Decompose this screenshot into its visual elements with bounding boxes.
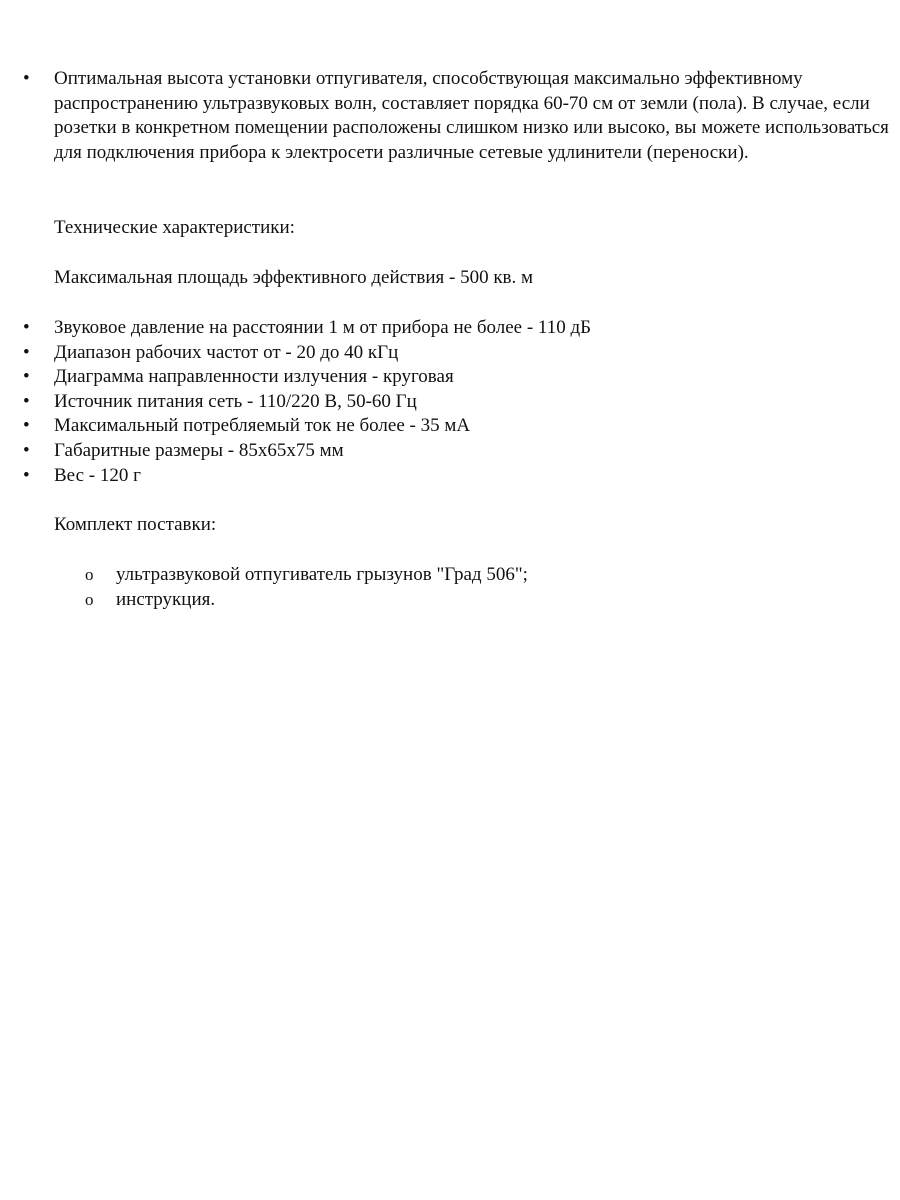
spec-item-sound-pressure	[54, 316, 890, 341]
package-item-repeller	[85, 563, 876, 588]
max-area-line: Максимальная площадь эффективного действия - 500 кв. м	[54, 267, 534, 288]
spec-text: Диапазон рабочих частот от - 20 до 40 кГц	[54, 341, 399, 363]
package-item-text: инструкция.	[116, 588, 216, 610]
spec-text: Максимальный потребляемый ток не более - 35 мА	[54, 415, 471, 437]
spec-text: Вес - 120 г	[54, 464, 141, 486]
spec-item-frequency-range	[54, 341, 890, 366]
spec-text: Диаграмма направленности излучения - круговая	[54, 366, 454, 388]
spec-item-radiation-pattern	[54, 365, 890, 390]
spec-text: Источник питания сеть - 110/220 В, 50-60 Гц	[54, 390, 417, 412]
specs-heading: Технические характеристики:	[54, 217, 295, 238]
package-item-text: ультразвуковой отпугиватель грызунов "Град 506";	[116, 564, 528, 585]
spec-item-dimensions	[54, 439, 890, 464]
spec-item-weight	[54, 464, 890, 489]
spec-item-power-source	[54, 390, 890, 415]
spec-text: Звуковое давление на расстоянии 1 м от прибора не более - 110 дБ	[54, 317, 592, 338]
installation-height-text: Оптимальная высота установки отпугивателя, способствующая максимально эффективному распространению ультразвуковых волн, составляет порядка 60-70 см от земли (пола). В случае, если розетки в конкретном помещении расположены слишком низко или высоко, вы можете использоваться для подключения прибора к электросети различные сетевые удлинители (переноски).	[54, 68, 889, 163]
circle-bullet-icon: o	[85, 565, 94, 584]
spec-item-max-current	[54, 414, 890, 439]
package-item-manual	[85, 588, 876, 613]
circle-bullet-icon: o	[85, 589, 94, 609]
installation-height-bullet	[54, 67, 890, 165]
package-heading: Комплект поставки:	[54, 514, 217, 535]
spec-text: Габаритные размеры - 85x65x75 мм	[54, 440, 344, 461]
